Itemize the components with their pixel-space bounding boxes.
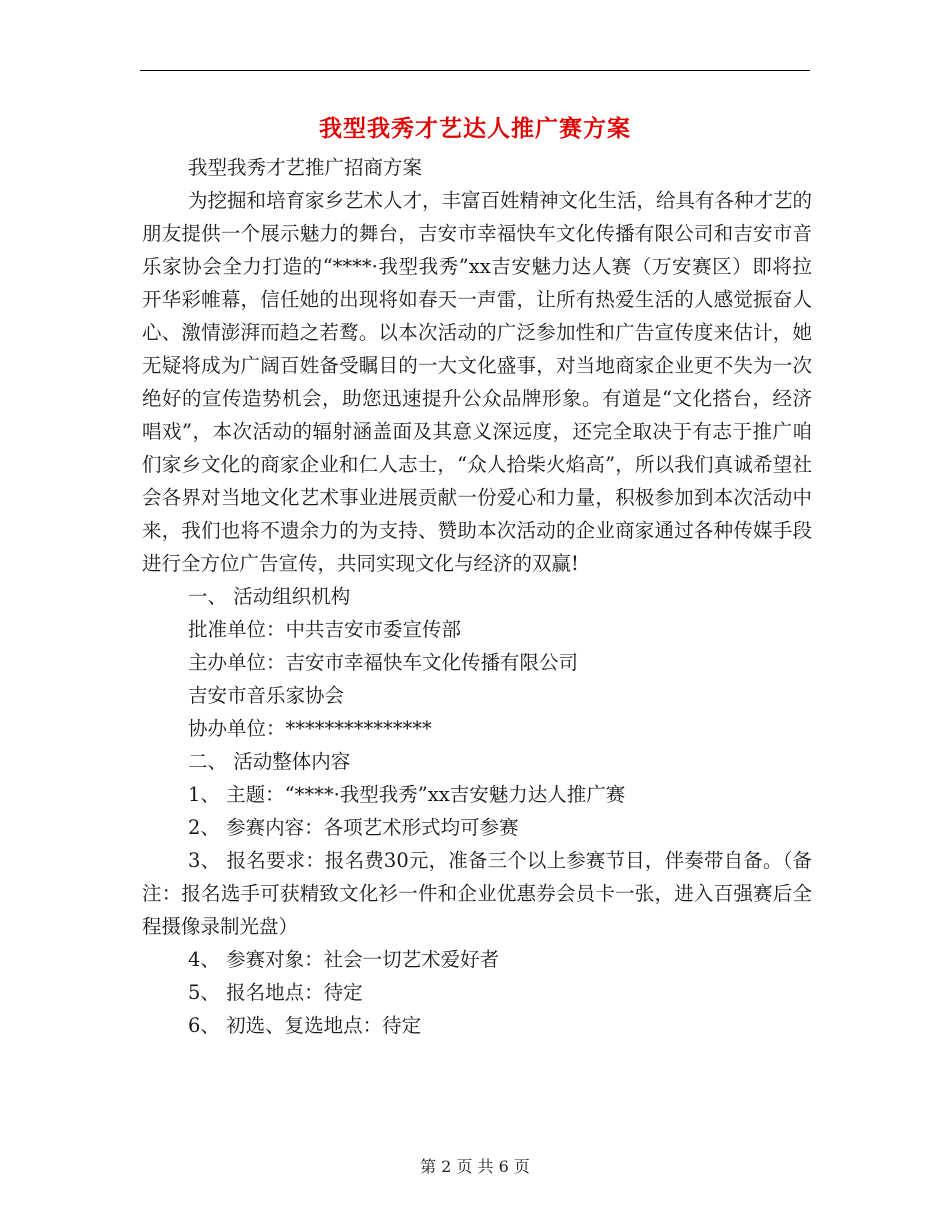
approving-unit: 批准单位：中共吉安市委宣传部 bbox=[188, 618, 462, 641]
host-unit: 主办单位：吉安市幸福快车文化传播有限公司 bbox=[188, 651, 579, 674]
content-item-theme: 1、 主题：“****·我型我秀”xx吉安魅力达人推广赛 bbox=[188, 783, 626, 806]
document-title: 我型我秀才艺达人推广赛方案 bbox=[319, 115, 631, 142]
page-number: 第 2 页 共 6 页 bbox=[420, 1157, 530, 1176]
host-unit-2: 吉安市音乐家协会 bbox=[188, 684, 345, 707]
content-item-participants: 4、 参赛对象：社会一切艺术爱好者 bbox=[188, 948, 500, 971]
document-body bbox=[142, 151, 812, 1042]
content-item-registration-location: 5、 报名地点：待定 bbox=[188, 981, 363, 1004]
section-heading-organization: 一、 活动组织机构 bbox=[188, 585, 351, 608]
subtitle-paragraph: 我型我秀才艺推广招商方案 bbox=[188, 156, 423, 179]
co-host-unit: 协办单位：*************** bbox=[188, 717, 432, 740]
intro-paragraph: 为挖掘和培育家乡艺术人才，丰富百姓精神文化生活，给具有各种才艺的朋友提供一个展示魅力的舞台，吉安市幸福快车文化传播有限公司和吉安市音乐家协会全力打造的“****·我型我秀”xx吉安魅力达人赛（万安赛区）即将拉开华彩帷幕，信任她的出现将如春天一声雷，让所有热爱生活的人感觉振奋人心、激情澎湃而趋之若鹜。以本次活动的广泛参加性和广告宣传度来估计，她无疑将成为广阔百姓备受瞩目的一大文化盛事，对当地商家企业更不失为一次绝好的宣传造势机会，助您迅速提升公众品牌形象。有道是“文化搭台，经济唱戏”，本次活动的辐射涵盖面及其意义深远度，还完全取决于有志于推广咱们家乡文化的商家企业和仁人志士，“众人拾柴火焰高”，所以我们真诚希望社会各界对当地文化艺术事业进展贡献一份爱心和力量，积极参加到本次活动中来，我们也将不遗余力的为支持、赞助本次活动的企业商家通过各种传媒手段进行全方位广告宣传，共同实现文化与经济的双赢! bbox=[142, 189, 813, 575]
content-item-entries: 2、 参赛内容：各项艺术形式均可参赛 bbox=[188, 816, 519, 839]
section-heading-content: 二、 活动整体内容 bbox=[188, 750, 351, 773]
content-item-requirements: 3、 报名要求：报名费30元，准备三个以上参赛节目，伴奏带自备。（备注：报名选手可获精致文化衫一件和企业优惠券会员卡一张，进入百强赛后全程摄像录制光盘） bbox=[142, 849, 812, 938]
header-rule bbox=[140, 70, 810, 71]
content-item-selection-location: 6、 初选、复选地点：待定 bbox=[188, 1014, 422, 1037]
